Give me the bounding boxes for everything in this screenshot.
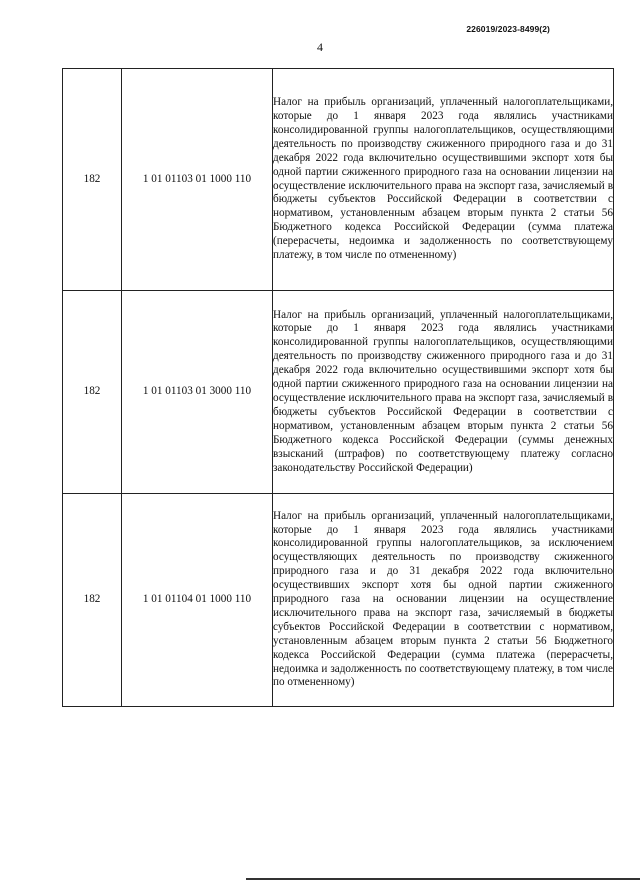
kbk-code-cell: 1 01 01103 01 1000 110 bbox=[122, 69, 273, 291]
budget-classification-table bbox=[62, 68, 614, 707]
scan-edge-line bbox=[246, 878, 640, 880]
table-row bbox=[63, 494, 614, 707]
kbk-code-cell: 1 01 01104 01 1000 110 bbox=[122, 494, 273, 707]
admin-code-cell: 182 bbox=[63, 69, 122, 291]
page-number: 4 bbox=[317, 40, 323, 54]
kbk-code-cell: 1 01 01103 01 3000 110 bbox=[122, 291, 273, 494]
admin-code-cell: 182 bbox=[63, 291, 122, 494]
description-cell: Налог на прибыль организаций, уплаченный налогоплательщиками, которые до 1 января 2023 года являлись участниками консолидированной группы налогоплательщиков, за исключением осуществляющих деятельность по производству сжиженного природного газа и до 31 декабря 2022 года включительно осуществивших экспорт хотя бы одной партии сжиженного природного газа на основании лицензии на осуществление исключительного права на экспорт газа, зачисляемый в бюджеты субъектов Российской Федерации в соответствии с нормативом, установленным абзацем вторым пункта 2 статьи 56 Бюджетного кодекса Российской Федерации (сумма платежа (перерасчеты, недоимка и задолженность по соответствующему платежу, в том числе по отмененному) bbox=[273, 494, 614, 707]
admin-code-cell: 182 bbox=[63, 494, 122, 707]
table-row bbox=[63, 69, 614, 291]
description-cell: Налог на прибыль организаций, уплаченный налогоплательщиками, которые до 1 января 2023 года являлись участниками консолидированной группы налогоплательщиков, осуществляющими деятельность по производству сжиженного природного газа и до 31 декабря 2022 года включительно осуществившими экспорт хотя бы одной партии сжиженного природного газа на основании лицензии на осуществление исключительного права на экспорт газа, зачисляемый в бюджеты субъектов Российской Федерации в соответствии с нормативом, установленным абзацем вторым пункта 2 статьи 56 Бюджетного кодекса Российской Федерации (суммы денежных взысканий (штрафов) по соответствующему платежу согласно законодательству Российской Федерации) bbox=[273, 291, 614, 494]
document-registration-number: 226019/2023-8499(2) bbox=[466, 24, 550, 34]
description-cell: Налог на прибыль организаций, уплаченный налогоплательщиками, которые до 1 января 2023 года являлись участниками консолидированной группы налогоплательщиков, осуществляющими деятельность по производству сжиженного природного газа и до 31 декабря 2022 года включительно осуществившими экспорт хотя бы одной партии сжиженного природного газа на основании лицензии на осуществление исключительного права на экспорт газа, зачисляемый в бюджеты субъектов Российской Федерации в соответствии с нормативом, установленным абзацем вторым пункта 2 статьи 56 Бюджетного кодекса Российской Федерации (сумма платежа (перерасчеты, недоимка и задолженность по соответствующему платежу, в том числе по отмененному) bbox=[273, 69, 614, 291]
table-row bbox=[63, 291, 614, 494]
